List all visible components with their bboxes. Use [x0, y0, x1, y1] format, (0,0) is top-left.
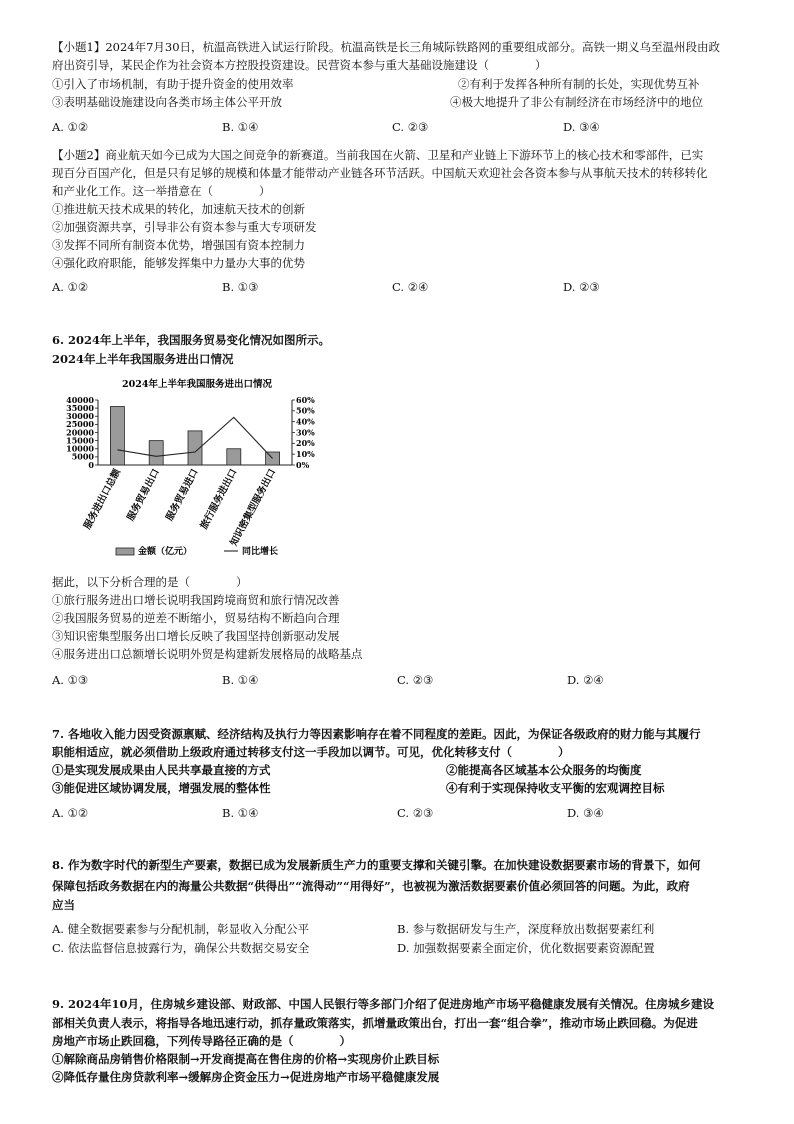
- question-text: 房地产市场止跌回稳，下列传导路径正确的是（ ）: [52, 1034, 351, 1048]
- statement-item: ②能提高各区域基本公众服务的均衡度: [446, 763, 642, 777]
- question-stem: 6. 2024年上半年，我国服务贸易变化情况如图所示。: [52, 333, 331, 347]
- y-left-tick-label: 20000: [66, 427, 94, 438]
- chart-caption: 2024年上半年我国服务进出口情况: [52, 352, 234, 366]
- bar: [149, 441, 163, 465]
- x-axis-labels: [81, 466, 278, 548]
- statement-item: ④服务进出口总额增长说明外贸是构建新发展格局的战略基点: [52, 647, 363, 661]
- choice-a[interactable]: A. ①②: [52, 806, 89, 820]
- question-text: 职能相适应，就必须借助上级政府通过转移支付这一手段加以调节。可见，优化转移支付（ ）: [52, 745, 570, 759]
- question-text: 【小题2】商业航天如今已成为大国之间竞争的新赛道。当前我国在火箭、卫星和产业链上下游环节上的核心技术和零部件，已实: [52, 148, 704, 162]
- x-tick-label: 旅行服务进出口: [198, 467, 240, 532]
- question-text: 府出资引导，某民企作为社会资本方控股投资建设。民营资本参与重大基础设施建设（ ）: [52, 58, 547, 72]
- question-text: 【小题1】2024年7月30日，杭温高铁进入试运行阶段。杭温高铁是长三角城际铁路网的重要组成部分。高铁一期义乌至温州段由政: [52, 40, 721, 54]
- statement-item: ②有利于发挥各种所有制的长处，实现优势互补: [458, 77, 700, 91]
- statement-item: ②我国服务贸易的逆差不断缩小，贸易结构不断趋向合理: [52, 611, 340, 625]
- question-text: 和产业化工作。这一举措意在（ ）: [52, 184, 271, 198]
- y-right-tick-label: 40%: [296, 416, 315, 427]
- y-right-tick-label: 10%: [296, 448, 315, 459]
- y-right-tick-label: 0%: [296, 459, 310, 470]
- question-text: 7. 各地收入能力因受资源禀赋、经济结构及执行力等因素影响存在着不同程度的差距。因此，为保证各级政府的财力能与其履行: [52, 727, 701, 741]
- statement-item: ③表明基础设施建设向各类市场主体公平开放: [52, 95, 282, 109]
- statement-item: ③发挥不同所有制资本优势，增强国有资本控制力: [52, 238, 305, 252]
- x-tick-label: 知识密集型服务出口: [228, 467, 279, 548]
- y-left-tick-label: 10000: [66, 443, 94, 454]
- chart-legend: [116, 545, 278, 557]
- x-tick-label: 服务进出口总额: [82, 467, 124, 532]
- question-text: 现百分百国产化，但是只有足够的规模和体量才能带动产业链各环节活跃。中国航天欢迎社会各资本参与从事航天技术的转移转化: [52, 166, 708, 180]
- choice-b[interactable]: B. ①③: [222, 280, 259, 294]
- choice-a[interactable]: A. ①②: [52, 280, 89, 294]
- y-left-tick-label: 35000: [66, 402, 94, 413]
- choice-a[interactable]: A. 健全数据要素参与分配机制，彰显收入分配公平: [52, 922, 310, 936]
- statement-item: ①是实现发展成果由人民共享最直接的方式: [52, 763, 271, 777]
- choice-d[interactable]: D. ③④: [567, 806, 604, 820]
- statement-item: ②加强资源共享，引导非公有资本参与重大专项研发: [52, 220, 317, 234]
- y-left-tick-label: 25000: [66, 419, 94, 430]
- choice-d[interactable]: D. ③④: [563, 120, 600, 134]
- question-text: 据此，以下分析合理的是（ ）: [52, 575, 248, 589]
- statement-item: ①解除商品房销售价格限制→开发商提高在售住房的价格→实现房价止跌目标: [52, 1052, 440, 1066]
- choice-b[interactable]: B. ①④: [222, 806, 259, 820]
- choice-d[interactable]: D. 加强数据要素全面定价，优化数据要素资源配置: [397, 941, 655, 955]
- bar: [110, 407, 124, 466]
- y-left-tick-label: 15000: [66, 435, 94, 446]
- choice-a[interactable]: A. ①③: [52, 673, 89, 687]
- y-right-tick-label: 60%: [296, 394, 315, 405]
- y-left-tick-label: 30000: [66, 411, 94, 422]
- statement-item: ②降低存量住房贷款利率→缓解房企资金压力→促进房地产市场平稳健康发展: [52, 1070, 440, 1084]
- bar-series: [110, 407, 279, 466]
- choice-c[interactable]: C. ②③: [397, 673, 434, 687]
- y-right-tick-label: 20%: [296, 438, 315, 449]
- question-text: 9. 2024年10月，住房城乡建设部、财政部、中国人民银行等多部门介绍了促进房地产市场平稳健康发展有关情况。住房城乡建设: [52, 997, 715, 1011]
- statement-item: ①推进航天技术成果的转化，加速航天技术的创新: [52, 202, 305, 216]
- choice-c[interactable]: C. ②④: [392, 280, 429, 294]
- statement-item: ①引入了市场机制，有助于提升资金的使用效率: [52, 77, 294, 91]
- x-tick-label: 服务贸易出口: [125, 467, 162, 523]
- statement-item: ④强化政府职能，能够发挥集中力量办大事的优势: [52, 256, 305, 270]
- statement-item: ④有利于实现保持收支平衡的宏观调控目标: [446, 781, 665, 795]
- choice-c[interactable]: C. ②③: [392, 120, 429, 134]
- question-text: 应当: [52, 898, 75, 912]
- question-text: 8. 作为数字时代的新型生产要素，数据已成为发展新质生产力的重要支撑和关键引擎。在加快建设数据要素市场的背景下，如何: [52, 858, 701, 872]
- x-tick-label: 服务贸易进口: [164, 467, 201, 523]
- choice-d[interactable]: D. ②③: [563, 280, 600, 294]
- legend-bar-swatch: [116, 548, 134, 555]
- choice-b[interactable]: B. ①④: [222, 673, 259, 687]
- chart-title: 2024年上半年我国服务进出口情况: [122, 379, 272, 390]
- statement-item: ①旅行服务进出口增长说明我国跨境商贸和旅行情况改善: [52, 593, 340, 607]
- choice-a[interactable]: A. ①②: [52, 120, 89, 134]
- bar-line-chart: [52, 372, 342, 572]
- statement-item: ④极大地提升了非公有制经济在市场经济中的地位: [450, 95, 703, 109]
- choice-b[interactable]: B. 参与数据研发与生产，深度释放出数据要素红利: [397, 922, 655, 936]
- question-text: 部相关负责人表示，将指导各地迅速行动，抓存量政策落实，抓增量政策出台，打出一套“组合拳”，推动市场止跌回稳。为促进: [52, 1016, 698, 1030]
- y-left-tick-label: 5000: [71, 451, 94, 462]
- choice-c[interactable]: C. ②③: [397, 806, 434, 820]
- statement-item: ③知识密集型服务出口增长反映了我国坚持创新驱动发展: [52, 629, 340, 643]
- bar: [227, 449, 241, 465]
- y-right-tick-label: 50%: [296, 405, 315, 416]
- legend-line-label: 同比增长: [242, 547, 279, 557]
- choice-b[interactable]: B. ①④: [222, 120, 259, 134]
- y-left-tick-label: 40000: [66, 394, 94, 405]
- legend-bar-label: 金额（亿元）: [138, 547, 193, 557]
- choice-d[interactable]: D. ②④: [567, 673, 604, 687]
- y-left-tick-label: 0: [88, 459, 94, 470]
- y-right-tick-label: 30%: [296, 427, 315, 438]
- question-text: 保障包括政务数据在内的海量公共数据“供得出”“流得动”“用得好”，也被视为激活数据要素价值必须回答的问题。为此，政府: [52, 879, 690, 893]
- choice-c[interactable]: C. 依法监督信息披露行为，确保公共数据交易安全: [52, 941, 310, 955]
- statement-item: ③能促进区域协调发展，增强发展的整体性: [52, 781, 271, 795]
